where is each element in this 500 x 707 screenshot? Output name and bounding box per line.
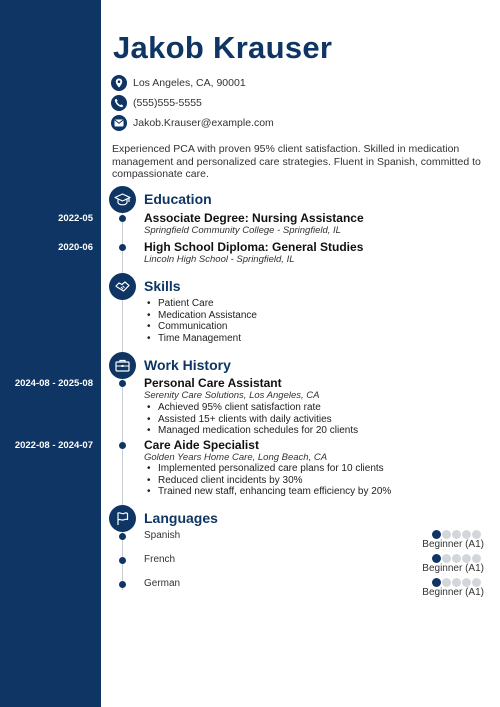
rating-dot-empty xyxy=(472,578,481,587)
skills-heading: Skills xyxy=(144,278,181,294)
contact-location-text: Los Angeles, CA, 90001 xyxy=(133,77,246,89)
sidebar xyxy=(0,0,101,707)
rating-dot-empty xyxy=(462,578,471,587)
timeline-dot xyxy=(119,244,126,251)
rating-dot-filled xyxy=(432,554,441,563)
rating-dot-empty xyxy=(462,530,471,539)
work-role: Personal Care Assistant xyxy=(144,376,282,390)
rating-dot-empty xyxy=(462,554,471,563)
professional-summary: Experienced PCA with proven 95% client satisfaction. Skilled in medication management and personalized care strategies. Fluent in Spanish, committed to compassionate care. xyxy=(112,143,481,180)
work-bullet: • Trained new staff, enhancing team efficiency by 20% xyxy=(146,486,391,498)
work-company: Golden Years Home Care, Long Beach, CA xyxy=(144,452,328,463)
education-degree: High School Diploma: General Studies xyxy=(144,240,364,254)
rating-dot-empty xyxy=(472,530,481,539)
work-bullet: • Achieved 95% client satisfaction rate xyxy=(146,402,358,414)
language-level: Beginner (A1) xyxy=(422,563,484,574)
language-rating xyxy=(432,554,481,563)
skill-item: • Patient Care xyxy=(146,298,257,310)
language-rating xyxy=(432,530,481,539)
education-date: 2022-05 xyxy=(58,213,93,224)
language-name: German xyxy=(144,578,181,589)
work-company: Serenity Care Solutions, Los Angeles, CA xyxy=(144,390,320,401)
work-bullets xyxy=(146,463,391,498)
education-school: Springfield Community College - Springfield, IL xyxy=(144,225,341,236)
skill-item: • Time Management xyxy=(146,333,257,345)
work-history-heading: Work History xyxy=(144,357,231,373)
language-level: Beginner (A1) xyxy=(422,539,484,550)
contact-phone xyxy=(111,95,202,111)
rating-dot-filled xyxy=(432,578,441,587)
timeline-dot xyxy=(119,380,126,387)
languages-heading: Languages xyxy=(144,510,218,526)
contact-phone-text: (555)555-5555 xyxy=(133,97,202,109)
rating-dot-filled xyxy=(432,530,441,539)
rating-dot-empty xyxy=(472,554,481,563)
timeline-dot xyxy=(119,533,126,540)
language-name: Spanish xyxy=(144,530,181,541)
timeline-dot xyxy=(119,442,126,449)
rating-dot-empty xyxy=(452,578,461,587)
rating-dot-empty xyxy=(442,578,451,587)
candidate-name: Jakob Krauser xyxy=(113,30,333,65)
timeline-dot xyxy=(119,215,126,222)
language-level: Beginner (A1) xyxy=(422,587,484,598)
location-pin-icon xyxy=(111,75,127,91)
skill-item: • Medication Assistance xyxy=(146,310,257,322)
work-bullet: • Implemented personalized care plans for 10 clients xyxy=(146,463,391,475)
contact-email-text: Jakob.Krauser@example.com xyxy=(133,117,274,129)
work-bullet: • Managed medication schedules for 20 clients xyxy=(146,425,358,437)
education-school: Lincoln High School - Springfield, IL xyxy=(144,254,295,265)
rating-dot-empty xyxy=(452,530,461,539)
education-degree: Associate Degree: Nursing Assistance xyxy=(144,211,364,225)
phone-icon xyxy=(111,95,127,111)
envelope-icon xyxy=(111,115,127,131)
work-bullets xyxy=(146,402,358,437)
education-heading: Education xyxy=(144,191,212,207)
contact-email xyxy=(111,115,274,131)
language-rating xyxy=(432,578,481,587)
education-date: 2020-06 xyxy=(58,242,93,253)
work-bullet: • Assisted 15+ clients with daily activities xyxy=(146,414,358,426)
contact-location xyxy=(111,75,246,91)
language-name: French xyxy=(144,554,176,565)
work-role: Care Aide Specialist xyxy=(144,438,259,452)
timeline-dot xyxy=(119,581,126,588)
graduation-cap-icon xyxy=(109,186,136,213)
briefcase-icon xyxy=(109,352,136,379)
rating-dot-empty xyxy=(452,554,461,563)
work-dates: 2022-08 - 2024-07 xyxy=(14,440,93,451)
rating-dot-empty xyxy=(442,530,451,539)
timeline-dot xyxy=(119,557,126,564)
flag-icon xyxy=(109,505,136,532)
rating-dot-empty xyxy=(442,554,451,563)
work-dates: 2024-08 - 2025-08 xyxy=(14,378,93,389)
skill-item: • Communication xyxy=(146,321,257,333)
handshake-icon xyxy=(109,273,136,300)
skills-list xyxy=(146,298,257,344)
work-bullet: • Reduced client incidents by 30% xyxy=(146,475,391,487)
